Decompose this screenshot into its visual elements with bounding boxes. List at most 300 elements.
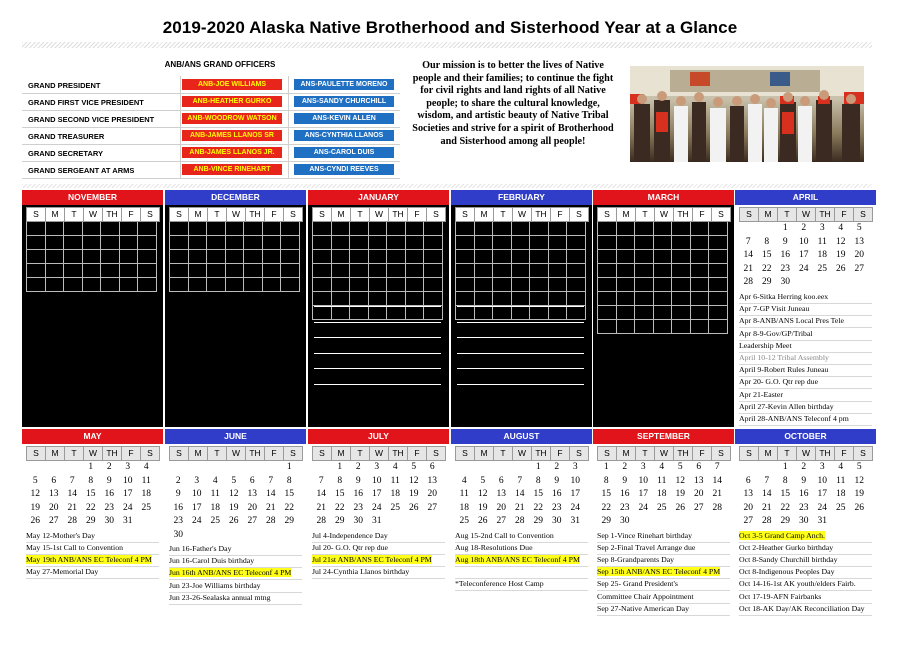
day-cell[interactable]: 29 bbox=[86, 516, 96, 526]
day-cell[interactable]: 10 bbox=[638, 475, 648, 486]
day-cell[interactable]: 14 bbox=[67, 489, 77, 499]
day-cell[interactable]: 13 bbox=[854, 236, 864, 247]
day-cell[interactable]: 27 bbox=[247, 516, 257, 526]
day-cell[interactable]: 30 bbox=[173, 529, 183, 540]
day-cell[interactable]: 30 bbox=[104, 516, 114, 526]
day-cell[interactable]: 13 bbox=[49, 489, 59, 499]
day-cell[interactable]: 23 bbox=[173, 516, 183, 526]
day-cell[interactable]: 23 bbox=[620, 502, 630, 513]
day-cell[interactable]: 17 bbox=[799, 250, 809, 260]
day-cell[interactable]: 15 bbox=[284, 489, 294, 499]
empty-day-cell bbox=[82, 264, 102, 278]
day-cell[interactable]: 13 bbox=[743, 489, 753, 499]
day-cell[interactable]: 22 bbox=[762, 263, 772, 274]
day-cell[interactable]: 29 bbox=[780, 516, 790, 526]
day-cell[interactable]: 26 bbox=[478, 516, 488, 526]
day-cell[interactable]: 29 bbox=[601, 516, 611, 526]
day-cell[interactable]: 9 bbox=[554, 475, 560, 486]
day-cell[interactable]: 25 bbox=[657, 502, 667, 513]
day-cell[interactable]: 4 bbox=[392, 462, 398, 472]
day-cell[interactable]: 30 bbox=[799, 516, 809, 526]
day-cell[interactable] bbox=[243, 461, 262, 475]
empty-day-cell bbox=[597, 222, 617, 236]
day-cell[interactable] bbox=[386, 515, 405, 529]
day-cell[interactable]: 11 bbox=[210, 489, 220, 499]
day-cell[interactable]: 2 bbox=[801, 462, 807, 472]
day-cell[interactable]: 7 bbox=[69, 475, 75, 486]
day-cell[interactable]: 2 bbox=[355, 462, 361, 472]
day-cell[interactable]: 2 bbox=[554, 462, 560, 472]
day-cell[interactable] bbox=[634, 515, 653, 529]
day-cell[interactable] bbox=[262, 461, 281, 475]
day-cell[interactable] bbox=[63, 461, 82, 475]
day-cell[interactable] bbox=[832, 276, 851, 290]
day-cell[interactable]: 13 bbox=[496, 489, 506, 499]
day-cell[interactable]: 23 bbox=[552, 502, 562, 513]
day-cell[interactable]: 5 bbox=[480, 475, 486, 486]
day-cell[interactable]: 14 bbox=[743, 250, 753, 260]
day-cell[interactable]: 17 bbox=[817, 489, 827, 499]
empty-day-cell bbox=[474, 250, 494, 264]
day-cell[interactable]: 12 bbox=[229, 489, 239, 499]
day-cell[interactable]: 10 bbox=[192, 489, 202, 499]
day-cell[interactable]: 28 bbox=[743, 277, 753, 287]
day-cell[interactable]: 20 bbox=[427, 489, 437, 499]
day-cell[interactable]: 8 bbox=[88, 475, 94, 486]
empty-day-cell bbox=[511, 236, 531, 250]
day-cell[interactable]: 5 bbox=[32, 475, 38, 486]
day-cell[interactable]: 21 bbox=[712, 489, 722, 499]
day-cell[interactable]: 21 bbox=[67, 502, 77, 513]
day-cell[interactable]: 5 bbox=[856, 223, 862, 233]
day-cell[interactable]: 21 bbox=[316, 502, 326, 513]
day-cell[interactable]: 1 bbox=[286, 462, 292, 472]
day-cell[interactable]: 24 bbox=[192, 516, 202, 526]
day-cell[interactable]: 10 bbox=[817, 475, 827, 486]
day-cell[interactable]: 18 bbox=[836, 489, 846, 499]
day-cell[interactable]: 11 bbox=[817, 236, 827, 247]
day-cell[interactable]: 1 bbox=[88, 462, 94, 472]
day-cell[interactable]: 26 bbox=[409, 502, 419, 513]
weekday-label: TH bbox=[388, 446, 408, 461]
day-cell[interactable]: 1 bbox=[782, 223, 788, 233]
day-cell[interactable]: 3 bbox=[640, 462, 646, 472]
day-cell[interactable]: 19 bbox=[854, 489, 864, 499]
day-cell[interactable]: 14 bbox=[316, 489, 326, 499]
empty-day-cell bbox=[566, 292, 586, 306]
day-cell[interactable]: 12 bbox=[30, 489, 40, 499]
empty-day-cell bbox=[225, 236, 245, 250]
day-cell[interactable]: 10 bbox=[570, 475, 580, 486]
day-cell[interactable]: 5 bbox=[677, 462, 683, 472]
day-cell[interactable]: 5 bbox=[231, 475, 237, 486]
day-cell[interactable]: 31 bbox=[817, 516, 827, 526]
day-cell[interactable] bbox=[455, 461, 474, 475]
day-cell[interactable] bbox=[474, 461, 493, 475]
empty-day-cell bbox=[243, 250, 263, 264]
week-row bbox=[455, 515, 588, 529]
day-cell[interactable]: 5 bbox=[856, 462, 862, 472]
day-cell[interactable]: 1 bbox=[535, 462, 541, 472]
day-cell[interactable]: 23 bbox=[799, 502, 809, 513]
day-cell[interactable]: 4 bbox=[659, 462, 665, 472]
day-cell[interactable]: 16 bbox=[353, 489, 363, 499]
day-cell[interactable]: 26 bbox=[30, 516, 40, 526]
day-cell[interactable]: 6 bbox=[745, 475, 751, 486]
day-cell[interactable]: 2 bbox=[106, 462, 112, 472]
day-cell[interactable]: 11 bbox=[141, 475, 151, 486]
day-cell[interactable] bbox=[758, 461, 777, 475]
day-cell[interactable] bbox=[243, 529, 262, 543]
day-cell[interactable] bbox=[690, 515, 709, 529]
day-cell[interactable]: 10 bbox=[799, 236, 809, 247]
day-cell[interactable]: 10 bbox=[123, 475, 133, 486]
empty-day-cell bbox=[280, 222, 300, 236]
day-cell[interactable]: 24 bbox=[638, 502, 648, 513]
month-april bbox=[735, 190, 876, 290]
day-cell[interactable]: 29 bbox=[762, 277, 772, 287]
officer-row bbox=[22, 93, 400, 111]
day-cell[interactable]: 22 bbox=[780, 502, 790, 513]
day-cell[interactable] bbox=[423, 515, 442, 529]
day-cell[interactable]: 14 bbox=[515, 489, 525, 499]
day-cell[interactable]: 26 bbox=[854, 502, 864, 513]
day-cell[interactable]: 7 bbox=[714, 462, 720, 472]
day-cell[interactable]: 3 bbox=[819, 462, 825, 472]
empty-day-cell bbox=[137, 264, 157, 278]
day-cell[interactable]: 6 bbox=[249, 475, 255, 486]
day-cell[interactable]: 26 bbox=[229, 516, 239, 526]
day-cell[interactable]: 4 bbox=[461, 475, 467, 486]
day-cell[interactable]: 8 bbox=[764, 236, 770, 247]
day-cell[interactable]: 4 bbox=[838, 223, 844, 233]
day-cell[interactable] bbox=[758, 222, 777, 236]
empty-day-cell bbox=[137, 278, 157, 292]
day-cell[interactable] bbox=[653, 515, 672, 529]
empty-day-cell bbox=[368, 250, 388, 264]
month-header: MARCH bbox=[593, 190, 734, 205]
day-cell[interactable] bbox=[813, 276, 832, 290]
day-cell[interactable]: 16 bbox=[173, 502, 183, 513]
day-cell[interactable]: 19 bbox=[478, 502, 488, 513]
day-cell[interactable] bbox=[188, 461, 207, 475]
day-cell[interactable]: 2 bbox=[801, 223, 807, 233]
week-row bbox=[739, 461, 872, 475]
day-cell[interactable]: 29 bbox=[284, 516, 294, 526]
day-cell[interactable]: 11 bbox=[459, 489, 469, 499]
day-cell[interactable]: 19 bbox=[229, 502, 239, 513]
day-cell[interactable] bbox=[206, 529, 225, 543]
day-cell[interactable]: 30 bbox=[552, 516, 562, 526]
day-cell[interactable] bbox=[225, 529, 244, 543]
empty-day-cell bbox=[188, 264, 208, 278]
day-cell[interactable]: 1 bbox=[782, 462, 788, 472]
day-cell[interactable]: 20 bbox=[743, 502, 753, 513]
day-cell[interactable]: 23 bbox=[104, 502, 114, 513]
day-cell[interactable]: 21 bbox=[743, 263, 753, 274]
day-cell[interactable]: 24 bbox=[817, 502, 827, 513]
day-cell[interactable]: 9 bbox=[782, 236, 788, 247]
day-cell[interactable]: 7 bbox=[318, 475, 324, 486]
day-cell[interactable]: 8 bbox=[535, 475, 541, 486]
day-cell[interactable]: 21 bbox=[266, 502, 276, 513]
empty-day-cell bbox=[26, 236, 46, 250]
day-cell[interactable]: 15 bbox=[601, 489, 611, 499]
day-cell[interactable]: 8 bbox=[782, 475, 788, 486]
day-cell[interactable]: 17 bbox=[570, 489, 580, 499]
day-cell[interactable]: 3 bbox=[572, 462, 578, 472]
day-cell[interactable]: 27 bbox=[854, 263, 864, 274]
day-cell[interactable]: 11 bbox=[657, 475, 667, 486]
day-cell[interactable]: 8 bbox=[337, 475, 343, 486]
day-cell[interactable] bbox=[188, 529, 207, 543]
day-cell[interactable]: 24 bbox=[123, 502, 133, 513]
event-note: Jun 16th ANB/ANS EC Teleconf 4 PM bbox=[169, 568, 292, 578]
day-cell[interactable]: 17 bbox=[192, 502, 202, 513]
day-cell[interactable] bbox=[850, 515, 869, 529]
empty-day-cell bbox=[386, 292, 406, 306]
ans-officer: ANS-CYNDI REEVES bbox=[294, 164, 394, 175]
day-cell[interactable]: 24 bbox=[799, 263, 809, 274]
day-cell[interactable]: 6 bbox=[696, 462, 702, 472]
day-cell[interactable]: 7 bbox=[517, 475, 523, 486]
day-cell[interactable]: 17 bbox=[372, 489, 382, 499]
weekday-label: S bbox=[426, 207, 446, 222]
weekday-header bbox=[597, 446, 730, 461]
day-cell[interactable]: 22 bbox=[601, 502, 611, 513]
week-row bbox=[312, 488, 445, 502]
day-cell[interactable]: 9 bbox=[355, 475, 361, 486]
day-cell[interactable]: 19 bbox=[675, 489, 685, 499]
day-cell[interactable] bbox=[137, 515, 156, 529]
day-cell[interactable] bbox=[405, 515, 424, 529]
day-cell[interactable]: 8 bbox=[286, 475, 292, 486]
day-cell[interactable]: 4 bbox=[143, 462, 149, 472]
day-cell[interactable]: 16 bbox=[620, 489, 630, 499]
day-cell[interactable]: 27 bbox=[743, 516, 753, 526]
day-cell[interactable]: 3 bbox=[125, 462, 131, 472]
day-cell[interactable]: 2 bbox=[622, 462, 628, 472]
day-cell[interactable]: 20 bbox=[247, 502, 257, 513]
weekday-header bbox=[597, 207, 730, 222]
day-cell[interactable]: 30 bbox=[620, 516, 630, 526]
day-cell[interactable]: 16 bbox=[799, 489, 809, 499]
day-cell[interactable]: 15 bbox=[762, 250, 772, 260]
day-cell[interactable]: 18 bbox=[657, 489, 667, 499]
day-cell[interactable]: 16 bbox=[552, 489, 562, 499]
day-cell[interactable]: 15 bbox=[335, 489, 345, 499]
day-cell[interactable] bbox=[795, 276, 814, 290]
day-cell[interactable]: 20 bbox=[854, 250, 864, 260]
day-cell[interactable]: 7 bbox=[764, 475, 770, 486]
day-cell[interactable]: 10 bbox=[372, 475, 382, 486]
day-cell[interactable] bbox=[262, 529, 281, 543]
day-cell[interactable]: 4 bbox=[838, 462, 844, 472]
empty-day-cell bbox=[26, 250, 46, 264]
day-cell[interactable] bbox=[671, 515, 690, 529]
day-cell[interactable]: 22 bbox=[533, 502, 543, 513]
event-note: Leadership Meet bbox=[739, 340, 792, 350]
day-cell[interactable]: 14 bbox=[712, 475, 722, 486]
day-cell[interactable]: 6 bbox=[498, 475, 504, 486]
day-cell[interactable] bbox=[832, 515, 851, 529]
day-cell[interactable]: 28 bbox=[762, 516, 772, 526]
day-cell[interactable]: 2 bbox=[175, 475, 181, 486]
day-cell[interactable]: 15 bbox=[533, 489, 543, 499]
day-cell[interactable]: 11 bbox=[836, 475, 846, 486]
day-cell[interactable]: 3 bbox=[194, 475, 200, 486]
day-cell[interactable]: 15 bbox=[780, 489, 790, 499]
day-cell[interactable]: 13 bbox=[694, 475, 704, 486]
empty-day-cell bbox=[548, 292, 568, 306]
day-cell[interactable]: 27 bbox=[427, 502, 437, 513]
day-cell[interactable]: 13 bbox=[247, 489, 257, 499]
month-may bbox=[22, 429, 163, 529]
day-cell[interactable] bbox=[511, 461, 530, 475]
day-cell[interactable]: 28 bbox=[712, 502, 722, 513]
day-cell[interactable] bbox=[206, 461, 225, 475]
day-cell[interactable]: 20 bbox=[49, 502, 59, 513]
day-cell[interactable]: 30 bbox=[780, 277, 790, 287]
day-cell[interactable]: 17 bbox=[638, 489, 648, 499]
day-cell[interactable]: 30 bbox=[353, 516, 363, 526]
day-cell[interactable] bbox=[492, 461, 511, 475]
day-cell[interactable]: 9 bbox=[106, 475, 112, 486]
day-cell[interactable]: 7 bbox=[268, 475, 274, 486]
day-cell[interactable] bbox=[850, 276, 869, 290]
month-header: JULY bbox=[308, 429, 449, 444]
day-cell[interactable]: 29 bbox=[335, 516, 345, 526]
day-cell[interactable]: 27 bbox=[694, 502, 704, 513]
weekday-label: M bbox=[474, 446, 494, 461]
day-cell[interactable]: 24 bbox=[372, 502, 382, 513]
day-cell[interactable]: 31 bbox=[372, 516, 382, 526]
day-cell[interactable]: 9 bbox=[622, 475, 628, 486]
empty-day-cell bbox=[671, 250, 691, 264]
day-cell[interactable]: 14 bbox=[762, 489, 772, 499]
day-cell[interactable]: 28 bbox=[67, 516, 77, 526]
day-cell[interactable]: 6 bbox=[429, 462, 435, 472]
day-cell[interactable]: 25 bbox=[390, 502, 400, 513]
day-cell[interactable]: 15 bbox=[86, 489, 96, 499]
day-cell[interactable]: 18 bbox=[141, 489, 151, 499]
day-cell[interactable]: 5 bbox=[411, 462, 417, 472]
day-cell[interactable]: 28 bbox=[266, 516, 276, 526]
day-cell[interactable]: 16 bbox=[780, 250, 790, 260]
day-cell[interactable]: 18 bbox=[210, 502, 220, 513]
day-cell[interactable]: 1 bbox=[603, 462, 609, 472]
day-cell[interactable] bbox=[225, 461, 244, 475]
day-cell[interactable]: 17 bbox=[123, 489, 133, 499]
day-cell[interactable]: 27 bbox=[496, 516, 506, 526]
day-cell[interactable]: 26 bbox=[675, 502, 685, 513]
day-cell[interactable]: 31 bbox=[123, 516, 133, 526]
day-cell[interactable]: 19 bbox=[30, 502, 40, 513]
day-cell[interactable]: 13 bbox=[427, 475, 437, 486]
day-cell[interactable]: 28 bbox=[515, 516, 525, 526]
day-cell[interactable]: 12 bbox=[675, 475, 685, 486]
event-note: May 27-Memorial Day bbox=[26, 567, 99, 577]
day-cell[interactable]: 21 bbox=[515, 502, 525, 513]
day-cell[interactable]: 22 bbox=[335, 502, 345, 513]
day-cell[interactable]: 25 bbox=[459, 516, 469, 526]
day-cell[interactable] bbox=[708, 515, 727, 529]
day-cell[interactable]: 3 bbox=[374, 462, 380, 472]
empty-day-cell bbox=[225, 278, 245, 292]
day-cell[interactable]: 27 bbox=[49, 516, 59, 526]
weekday-header bbox=[312, 207, 445, 222]
day-cell[interactable] bbox=[312, 461, 331, 475]
day-cell[interactable]: 31 bbox=[570, 516, 580, 526]
anb-officer: ANB-VINCE RINEHART bbox=[182, 164, 282, 175]
day-cell[interactable]: 12 bbox=[409, 475, 419, 486]
day-cell[interactable]: 20 bbox=[496, 502, 506, 513]
month-december bbox=[165, 190, 306, 427]
day-cell[interactable]: 18 bbox=[390, 489, 400, 499]
event-note: Jul 20- G.O. Qtr rep due bbox=[312, 542, 389, 552]
week-row bbox=[169, 488, 302, 502]
day-cell[interactable] bbox=[169, 461, 188, 475]
day-cell[interactable]: 3 bbox=[819, 223, 825, 233]
empty-day-cell bbox=[423, 292, 443, 306]
day-cell[interactable]: 20 bbox=[694, 489, 704, 499]
day-cell[interactable]: 7 bbox=[745, 236, 751, 247]
day-cell[interactable]: 19 bbox=[409, 489, 419, 499]
day-cell[interactable]: 1 bbox=[337, 462, 343, 472]
empty-day-cell bbox=[653, 250, 673, 264]
day-cell[interactable]: 18 bbox=[817, 250, 827, 260]
day-cell[interactable]: 25 bbox=[141, 502, 151, 513]
day-cell[interactable]: 12 bbox=[478, 489, 488, 499]
day-cell[interactable] bbox=[739, 461, 758, 475]
day-cell[interactable]: 23 bbox=[780, 263, 790, 274]
day-cell[interactable]: 25 bbox=[836, 502, 846, 513]
day-cell[interactable]: 28 bbox=[316, 516, 326, 526]
empty-day-cell bbox=[188, 278, 208, 292]
month-july bbox=[308, 429, 449, 529]
month-header: APRIL bbox=[735, 190, 876, 205]
day-cell[interactable]: 11 bbox=[390, 475, 400, 486]
day-cell[interactable]: 19 bbox=[836, 250, 846, 260]
day-cell[interactable]: 25 bbox=[817, 263, 827, 274]
day-cell[interactable] bbox=[280, 529, 299, 543]
day-cell[interactable] bbox=[26, 461, 45, 475]
weekday-label: S bbox=[169, 207, 189, 222]
day-cell[interactable]: 8 bbox=[603, 475, 609, 486]
day-cell[interactable]: 9 bbox=[801, 475, 807, 486]
day-cell[interactable]: 23 bbox=[353, 502, 363, 513]
note-divider bbox=[739, 615, 872, 616]
day-cell[interactable]: 6 bbox=[51, 475, 57, 486]
day-cell[interactable]: 22 bbox=[86, 502, 96, 513]
day-cell[interactable] bbox=[45, 461, 64, 475]
day-cell[interactable]: 12 bbox=[854, 475, 864, 486]
day-cell[interactable]: 21 bbox=[762, 502, 772, 513]
day-cell[interactable]: 24 bbox=[570, 502, 580, 513]
day-cell[interactable]: 22 bbox=[284, 502, 294, 513]
day-cell[interactable]: 16 bbox=[104, 489, 114, 499]
day-cell[interactable]: 12 bbox=[836, 236, 846, 247]
day-cell[interactable]: 18 bbox=[459, 502, 469, 513]
day-cell[interactable]: 4 bbox=[212, 475, 218, 486]
day-cell[interactable] bbox=[739, 222, 758, 236]
day-cell[interactable]: 29 bbox=[533, 516, 543, 526]
day-cell[interactable]: 14 bbox=[266, 489, 276, 499]
day-cell[interactable]: 25 bbox=[210, 516, 220, 526]
weekday-label: W bbox=[83, 446, 103, 461]
day-cell[interactable]: 9 bbox=[175, 489, 181, 499]
day-cell[interactable]: 26 bbox=[836, 263, 846, 274]
